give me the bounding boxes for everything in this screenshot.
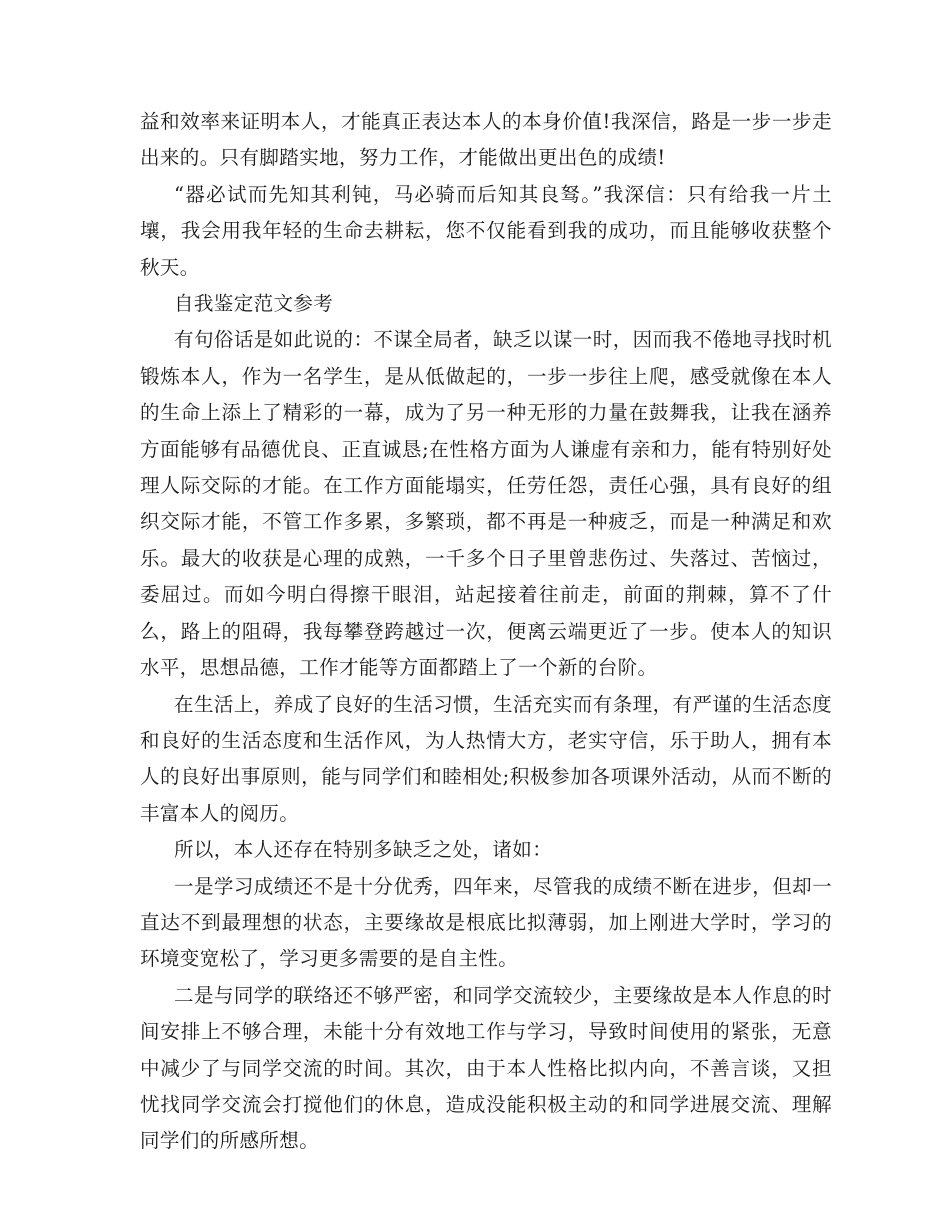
- paragraph-self-assessment: 有句俗话是如此说的：不谋全局者，缺乏以谋一时，因而我不倦地寻找时机锻炼本人，作为一名学生，是从低做起的，一步一步往上爬，感受就像在本人的生命上添上了精彩的一幕，成为了另一种无形的力量在鼓舞我，让我在涵养方面能够有品德优良、正直诚恳;在性格方面为人谦虚有亲和力，能有特别好处理人际交际的才能。在工作方面能塌实，任劳任怨，责任心强，具有良好的组织交际才能，不管工作多累，多繁琐，都不再是一种疲乏，而是一种满足和欢乐。最大的收获是心理的成熟，一千多个日子里曾悲伤过、失落过、苦恼过，委屈过。而如今明白得擦干眼泪，站起接着往前走，前面的荆棘，算不了什么，路上的阻碍，我每攀登跨越过一次，便离云端更近了一步。使本人的知识水平，思想品德，工作才能等方面都踏上了一个新的台阶。: [140, 328, 832, 680]
- document-body: [140, 104, 832, 1160]
- paragraph-shortcoming-2: 二是与同学的联络还不够严密，和同学交流较少，主要缘故是本人作息的时间安排上不够合理，未能十分有效地工作与学习，导致时间使用的紧张，无意中减少了与同学交流的时间。其次，由于本人性格比拟内向，不善言谈，又担忧找同学交流会打搅他们的休息，造成没能积极主动的和同学进展交流、理解同学们的所感所想。: [140, 983, 832, 1153]
- paragraph-shortcomings-intro: 所以，本人还存在特别多缺乏之处，诸如：: [174, 838, 553, 862]
- paragraph-continuation: 益和效率来证明本人，才能真正表达本人的本身价值!我深信，路是一步一步走出来的。只有脚踏实地，努力工作，才能做出更出色的成绩!: [140, 110, 832, 170]
- paragraph-shortcoming-1: 一是学习成绩还不是十分优秀，四年来，尽管我的成绩不断在进步，但却一直达不到最理想的状态，主要缘故是根底比拟薄弱，加上刚进大学时，学习的环境变宽松了，学习更多需要的是自主性。: [140, 874, 832, 971]
- paragraph-quote: “器必试而先知其利钝，马必骑而后知其良驽。”我深信：只有给我一片土壤，我会用我年轻的生命去耕耘，您不仅能看到我的成功，而且能够收获整个秋天。: [140, 182, 832, 279]
- section-heading: 自我鉴定范文参考: [174, 292, 334, 316]
- paragraph-life: 在生活上，养成了良好的生活习惯，生活充实而有条理，有严谨的生活态度和良好的生活态度和生活作风，为人热情大方，老实守信，乐于助人，拥有本人的良好出事原则，能与同学们和睦相处;积极参加各项课外活动，从而不断的丰富本人的阅历。: [140, 692, 832, 825]
